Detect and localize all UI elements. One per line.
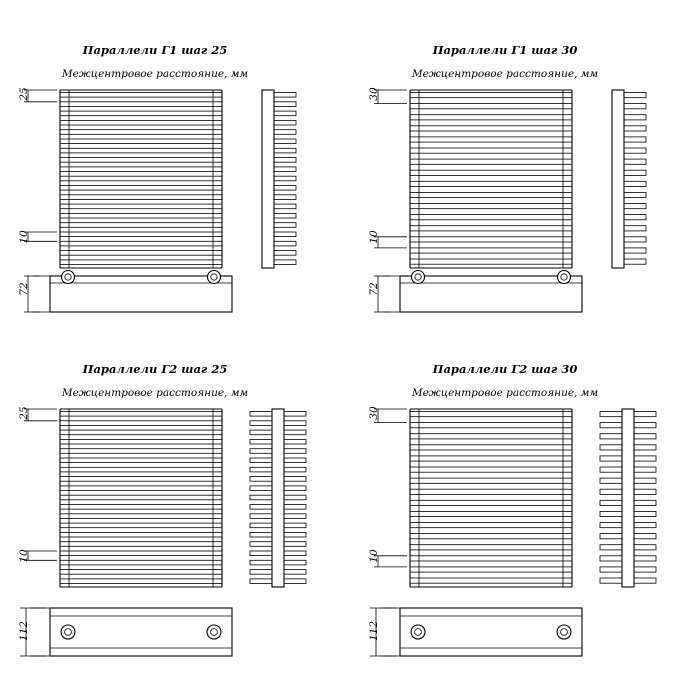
figure-g1-step25-drawing [0,0,350,350]
bottom-manifold-g2-30 [380,608,582,656]
dimension-label-tube-height: 10 [18,230,30,244]
dimension-label-manifold-height: 72 [368,282,380,296]
front-view-g1-25 [60,90,222,268]
figure-subtitle: Межцентровое расстояние, мм [61,387,249,399]
dimension-label-top-pitch: 30 [368,87,380,101]
figure-title: Параллели Г2 шаг 25 [82,362,228,376]
side-view-g2-25 [250,409,306,587]
figure-title: Параллели Г2 шаг 30 [432,362,578,376]
dimension-label-tube-height: 10 [368,549,380,563]
dimension-label-top-pitch: 25 [18,87,30,101]
figure-g2-step30-drawing [350,350,700,700]
bottom-manifold-g1-30 [383,271,582,313]
figure-subtitle: Межцентровое расстояние, мм [61,68,249,80]
side-view-g1-30 [612,90,646,268]
dimension-label-manifold-height: 112 [18,620,30,642]
front-view-g2-30 [410,409,572,587]
figure-subtitle: Межцентровое расстояние, мм [411,387,599,399]
figure-g2-step25 [0,350,350,700]
side-view-g2-30 [600,409,656,587]
figure-g1-step30 [350,0,700,350]
dimension-label-top-pitch: 30 [368,406,380,420]
dimension-label-tube-height: 10 [368,230,380,244]
dimension-label-tube-height: 10 [18,549,30,563]
side-view-g1-25 [262,90,296,268]
figure-subtitle: Межцентровое расстояние, мм [411,68,599,80]
figure-g2-step30 [350,350,700,700]
bottom-manifold-g2-25 [30,608,232,656]
front-view-g1-30 [410,90,572,268]
figure-g2-step25-drawing [0,350,350,700]
bottom-manifold-g1-25 [33,271,232,313]
figure-g1-step30-drawing [350,0,700,350]
figure-title: Параллели Г1 шаг 25 [82,43,228,57]
dimension-label-manifold-height: 112 [368,620,380,642]
figure-title: Параллели Г1 шаг 30 [432,43,578,57]
front-view-g2-25 [60,409,222,587]
dimension-label-top-pitch: 25 [18,406,30,420]
figure-g1-step25 [0,0,350,350]
dimension-label-manifold-height: 72 [18,282,30,296]
